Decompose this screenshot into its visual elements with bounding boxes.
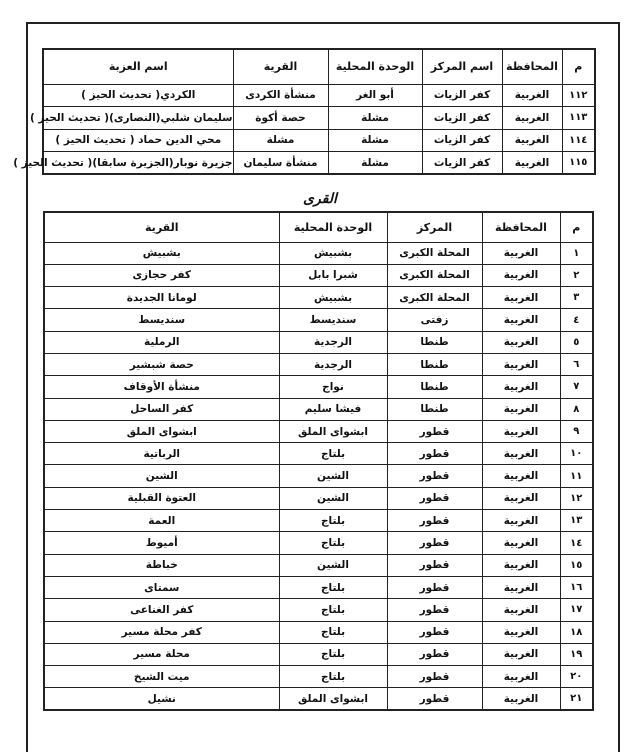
cell-village: الشين: [44, 465, 279, 487]
cell-center: قطور: [387, 465, 482, 487]
col-header-center: اسم المركز: [422, 49, 502, 84]
table-row: [44, 420, 593, 442]
cell-governorate: الغربية: [482, 376, 560, 398]
cell-local-unit: بلتاج: [279, 643, 387, 665]
cell-center: طنطا: [387, 353, 482, 375]
cell-governorate: الغربية: [482, 688, 560, 710]
ezba-table-header-row: [43, 49, 595, 84]
villages-table: [43, 211, 594, 711]
cell-index: ٦: [560, 353, 593, 375]
cell-index: ١٧: [560, 599, 593, 621]
cell-local-unit: الشين: [279, 554, 387, 576]
cell-village: نشيل: [44, 688, 279, 710]
col-header-governorate: المحافظة: [502, 49, 562, 84]
cell-village: كفر الساحل: [44, 398, 279, 420]
cell-center: قطور: [387, 666, 482, 688]
cell-index: ١٦: [560, 576, 593, 598]
cell-local-unit: بشبيش: [279, 242, 387, 264]
table-row: [44, 242, 593, 264]
cell-local-unit: مشلة: [328, 152, 422, 175]
table-row: [44, 264, 593, 286]
cell-center: قطور: [387, 576, 482, 598]
col-header-index: م: [560, 212, 593, 242]
ezba-table: [13, 48, 596, 175]
cell-center: كفر الزيات: [422, 107, 502, 130]
table-row: [44, 487, 593, 509]
cell-governorate: الغربية: [482, 487, 560, 509]
cell-governorate: الغربية: [502, 152, 562, 175]
cell-governorate: الغربية: [482, 420, 560, 442]
cell-village: العمة: [44, 510, 279, 532]
cell-village: حصة أكوة: [233, 107, 328, 130]
cell-governorate: الغربية: [482, 309, 560, 331]
table-row: [44, 331, 593, 353]
table-row: [44, 643, 593, 665]
cell-village: منشأة سليمان: [233, 152, 328, 175]
cell-governorate: الغربية: [482, 398, 560, 420]
table-row: [44, 599, 593, 621]
col-header-center: المركز: [387, 212, 482, 242]
cell-local-unit: ابشواى الملق: [279, 420, 387, 442]
cell-local-unit: بشبيش: [279, 287, 387, 309]
cell-governorate: الغربية: [482, 264, 560, 286]
cell-ezba-name: الكردي( تحديث الحيز ): [43, 84, 233, 107]
cell-center: المحلة الكبرى: [387, 264, 482, 286]
cell-index: ٤: [560, 309, 593, 331]
cell-governorate: الغربية: [482, 599, 560, 621]
cell-village: سمتاى: [44, 576, 279, 598]
cell-local-unit: بلتاج: [279, 621, 387, 643]
cell-local-unit: بلتاج: [279, 532, 387, 554]
cell-governorate: الغربية: [482, 643, 560, 665]
table-row: [44, 576, 593, 598]
cell-index: ٥: [560, 331, 593, 353]
cell-governorate: الغربية: [502, 129, 562, 152]
cell-village: الرملية: [44, 331, 279, 353]
cell-index: ٢: [560, 264, 593, 286]
cell-governorate: الغربية: [482, 287, 560, 309]
cell-index: ١٨: [560, 621, 593, 643]
cell-center: قطور: [387, 443, 482, 465]
cell-governorate: الغربية: [482, 666, 560, 688]
section-title: القرى: [303, 191, 337, 207]
cell-governorate: الغربية: [482, 510, 560, 532]
cell-index: ١٤: [560, 532, 593, 554]
col-header-local-unit: الوحدة المحلية: [279, 212, 387, 242]
cell-index: ٩: [560, 420, 593, 442]
table-row: [44, 510, 593, 532]
cell-village: منشأة الكردى: [233, 84, 328, 107]
col-header-village: القرية: [44, 212, 279, 242]
cell-local-unit: شبرا بابل: [279, 264, 387, 286]
cell-village: سنديسط: [44, 309, 279, 331]
table-row: [44, 688, 593, 710]
table-row: [44, 376, 593, 398]
cell-index: ٢٠: [560, 666, 593, 688]
cell-index: ١٣: [560, 510, 593, 532]
cell-index: ١: [560, 242, 593, 264]
cell-governorate: الغربية: [502, 107, 562, 130]
cell-local-unit: أبو الغر: [328, 84, 422, 107]
table-row: [44, 666, 593, 688]
cell-village: العتوة القبلية: [44, 487, 279, 509]
table-row: [44, 532, 593, 554]
cell-center: المحلة الكبرى: [387, 287, 482, 309]
table-row: [44, 287, 593, 309]
cell-index: ١٩: [560, 643, 593, 665]
cell-governorate: الغربية: [482, 554, 560, 576]
cell-governorate: الغربية: [482, 465, 560, 487]
villages-table-header-row: [44, 212, 593, 242]
cell-index: ٣: [560, 287, 593, 309]
table-row: [44, 398, 593, 420]
cell-governorate: الغربية: [502, 84, 562, 107]
cell-index: ١٠: [560, 443, 593, 465]
cell-ezba-name: سليمان شلبي(النصارى)( تحديث الحيز ): [43, 107, 233, 130]
cell-center: قطور: [387, 688, 482, 710]
cell-index: ١٢: [560, 487, 593, 509]
cell-index: ١٥: [560, 554, 593, 576]
cell-index: ١١٣: [562, 107, 595, 130]
cell-village: كفر حجازى: [44, 264, 279, 286]
cell-index: ٢١: [560, 688, 593, 710]
cell-index: ١١: [560, 465, 593, 487]
cell-index: ١١٢: [562, 84, 595, 107]
cell-village: مشلة: [233, 129, 328, 152]
cell-governorate: الغربية: [482, 576, 560, 598]
cell-center: المحلة الكبرى: [387, 242, 482, 264]
cell-center: قطور: [387, 510, 482, 532]
cell-center: طنطا: [387, 331, 482, 353]
cell-index: ١١٥: [562, 152, 595, 175]
cell-village: ميت الشيخ: [44, 666, 279, 688]
cell-village: أميوط: [44, 532, 279, 554]
cell-local-unit: بلتاج: [279, 576, 387, 598]
cell-center: كفر الزيات: [422, 84, 502, 107]
cell-index: ٧: [560, 376, 593, 398]
table-row: [44, 353, 593, 375]
cell-ezba-name: جزيرة نوبار(الجزيرة سابقا)( تحديث الحيز ): [43, 152, 233, 175]
cell-governorate: الغربية: [482, 242, 560, 264]
cell-village: بشبيش: [44, 242, 279, 264]
cell-governorate: الغربية: [482, 443, 560, 465]
col-header-governorate: المحافظة: [482, 212, 560, 242]
table-row: [44, 443, 593, 465]
cell-village: لومانا الجديدة: [44, 287, 279, 309]
cell-center: قطور: [387, 487, 482, 509]
cell-governorate: الغربية: [482, 331, 560, 353]
cell-village: محلة مسير: [44, 643, 279, 665]
cell-local-unit: فيشا سليم: [279, 398, 387, 420]
col-header-ezba-name: اسم العزبة: [43, 49, 233, 84]
table-row: [44, 554, 593, 576]
cell-ezba-name: محي الدين حماد ( تحديث الحيز ): [43, 129, 233, 152]
cell-village: الرباتية: [44, 443, 279, 465]
col-header-index: م: [562, 49, 595, 84]
cell-village: كفر محلة مسير: [44, 621, 279, 643]
col-header-village: القرية: [233, 49, 328, 84]
cell-local-unit: ابشواى الملق: [279, 688, 387, 710]
cell-index: ١١٤: [562, 129, 595, 152]
cell-local-unit: مشلة: [328, 129, 422, 152]
cell-village: منشأة الأوقاف: [44, 376, 279, 398]
cell-center: قطور: [387, 621, 482, 643]
cell-village: خباطة: [44, 554, 279, 576]
cell-center: طنطا: [387, 398, 482, 420]
cell-governorate: الغربية: [482, 353, 560, 375]
cell-index: ٨: [560, 398, 593, 420]
cell-village: كفر الغناعى: [44, 599, 279, 621]
cell-center: كفر الزيات: [422, 129, 502, 152]
cell-local-unit: سنديسط: [279, 309, 387, 331]
table-row: [44, 465, 593, 487]
table-row: [43, 152, 595, 175]
table-row: [43, 107, 595, 130]
cell-local-unit: نواج: [279, 376, 387, 398]
cell-center: قطور: [387, 420, 482, 442]
cell-center: طنطا: [387, 376, 482, 398]
cell-local-unit: بلتاج: [279, 443, 387, 465]
table-row: [44, 309, 593, 331]
cell-local-unit: الشين: [279, 465, 387, 487]
cell-local-unit: بلتاج: [279, 510, 387, 532]
cell-village: حصة شبشير: [44, 353, 279, 375]
cell-local-unit: مشلة: [328, 107, 422, 130]
col-header-local-unit: الوحدة المحلية: [328, 49, 422, 84]
cell-village: ابشواى الملق: [44, 420, 279, 442]
cell-local-unit: الشين: [279, 487, 387, 509]
cell-local-unit: الرجدية: [279, 331, 387, 353]
cell-center: قطور: [387, 554, 482, 576]
cell-governorate: الغربية: [482, 621, 560, 643]
table-row: [44, 621, 593, 643]
cell-local-unit: الرجدية: [279, 353, 387, 375]
cell-center: قطور: [387, 643, 482, 665]
cell-center: قطور: [387, 532, 482, 554]
cell-center: قطور: [387, 599, 482, 621]
cell-center: كفر الزيات: [422, 152, 502, 175]
cell-local-unit: بلتاج: [279, 599, 387, 621]
cell-governorate: الغربية: [482, 532, 560, 554]
cell-center: زفتى: [387, 309, 482, 331]
table-row: [43, 129, 595, 152]
cell-local-unit: بلتاج: [279, 666, 387, 688]
table-row: [43, 84, 595, 107]
